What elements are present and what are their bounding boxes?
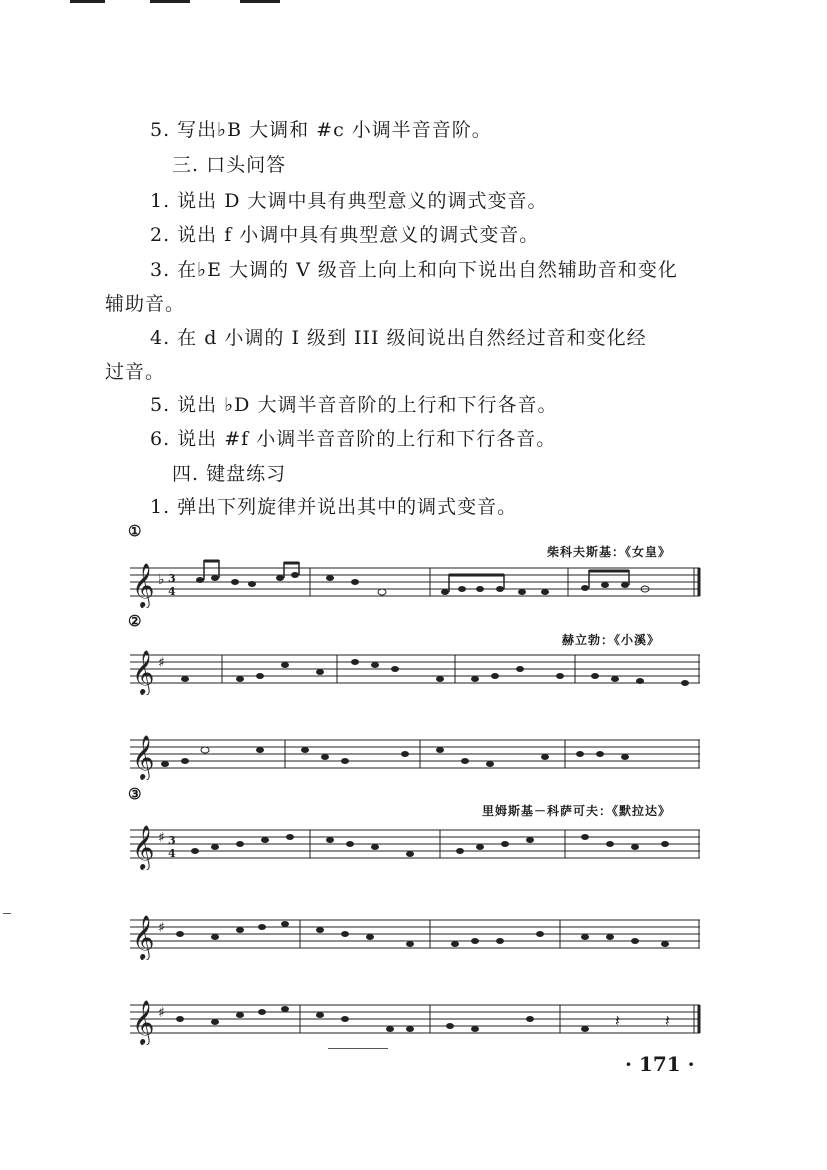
example-3-attribution: 里姆斯基－科萨可夫：《默拉达》: [482, 804, 672, 818]
staff-3a-notation: [0, 820, 827, 870]
svg-text:♭: ♭: [158, 572, 165, 588]
svg-text:3: 3: [168, 572, 176, 585]
svg-text:♯: ♯: [158, 830, 165, 846]
example-1-marker: ①: [128, 522, 142, 540]
example-1-attribution: 柴科夫斯基：《女皇》: [547, 545, 672, 559]
question-6: 6. 说出 #f 小调半音音阶的上行和下行各音。: [150, 428, 557, 450]
svg-text:3: 3: [168, 834, 176, 847]
question-4: 4. 在 d 小调的 I 级到 III 级间说出自然经过音和变化经: [150, 327, 647, 349]
question-5: 5. 说出 ♭D 大调半音音阶的上行和下行各音。: [150, 394, 558, 416]
svg-text:𝄞: 𝄞: [132, 825, 155, 869]
question-2: 2. 说出 f 小调中具有典型意义的调式变音。: [150, 224, 540, 246]
exercise-5-write-chromatic: 5. 写出♭B 大调和 #c 小调半音音阶。: [150, 119, 492, 141]
staff-example-2b: [0, 730, 827, 780]
page-number: · 171 ·: [625, 1052, 695, 1076]
svg-text:𝄽: 𝄽: [665, 1011, 670, 1030]
staff-example-3a: [0, 820, 827, 870]
staff-3c-notation: [0, 995, 827, 1045]
svg-text:𝄞: 𝄞: [132, 1000, 155, 1044]
svg-text:𝄞: 𝄞: [132, 735, 155, 779]
staff-example-3c: [0, 995, 827, 1045]
question-4-continued: 过音。: [105, 361, 166, 383]
scan-speck: [3, 913, 11, 914]
svg-text:♯: ♯: [158, 1005, 165, 1021]
example-2-attribution: 赫立勃：《小溪》: [562, 633, 661, 647]
svg-text:𝄞: 𝄞: [132, 650, 155, 694]
svg-text:♯: ♯: [158, 920, 165, 936]
question-3: 3. 在♭E 大调的 V 级音上向上和向下说出自然辅助音和变化: [150, 259, 678, 281]
scan-speck: [328, 1048, 388, 1049]
staff-example-3b: [0, 910, 827, 960]
question-1: 1. 说出 D 大调中具有典型意义的调式变音。: [150, 190, 548, 212]
staff-1-notation: [0, 558, 827, 608]
example-3-marker: ③: [128, 785, 142, 803]
svg-text:4: 4: [168, 585, 176, 598]
staff-example-2a: [0, 645, 827, 695]
top-edge-marks: [0, 0, 827, 6]
section-three-heading: 三. 口头问答: [172, 154, 287, 176]
section-four-heading: 四. 键盘练习: [172, 463, 287, 485]
staff-3b-notation: [0, 910, 827, 960]
svg-text:♯: ♯: [158, 655, 165, 671]
svg-text:4: 4: [168, 847, 176, 860]
svg-text:𝄞: 𝄞: [132, 563, 155, 607]
keyboard-exercise-1: 1. 弹出下列旋律并说出其中的调式变音。: [150, 496, 518, 518]
staff-2b-notation: [0, 730, 827, 780]
example-2-marker: ②: [128, 612, 142, 630]
staff-2a-notation: [0, 645, 827, 695]
svg-text:𝄞: 𝄞: [132, 915, 155, 959]
question-3-continued: 辅助音。: [105, 293, 186, 315]
svg-text:𝄽: 𝄽: [615, 1011, 620, 1030]
staff-example-1: [0, 558, 827, 608]
